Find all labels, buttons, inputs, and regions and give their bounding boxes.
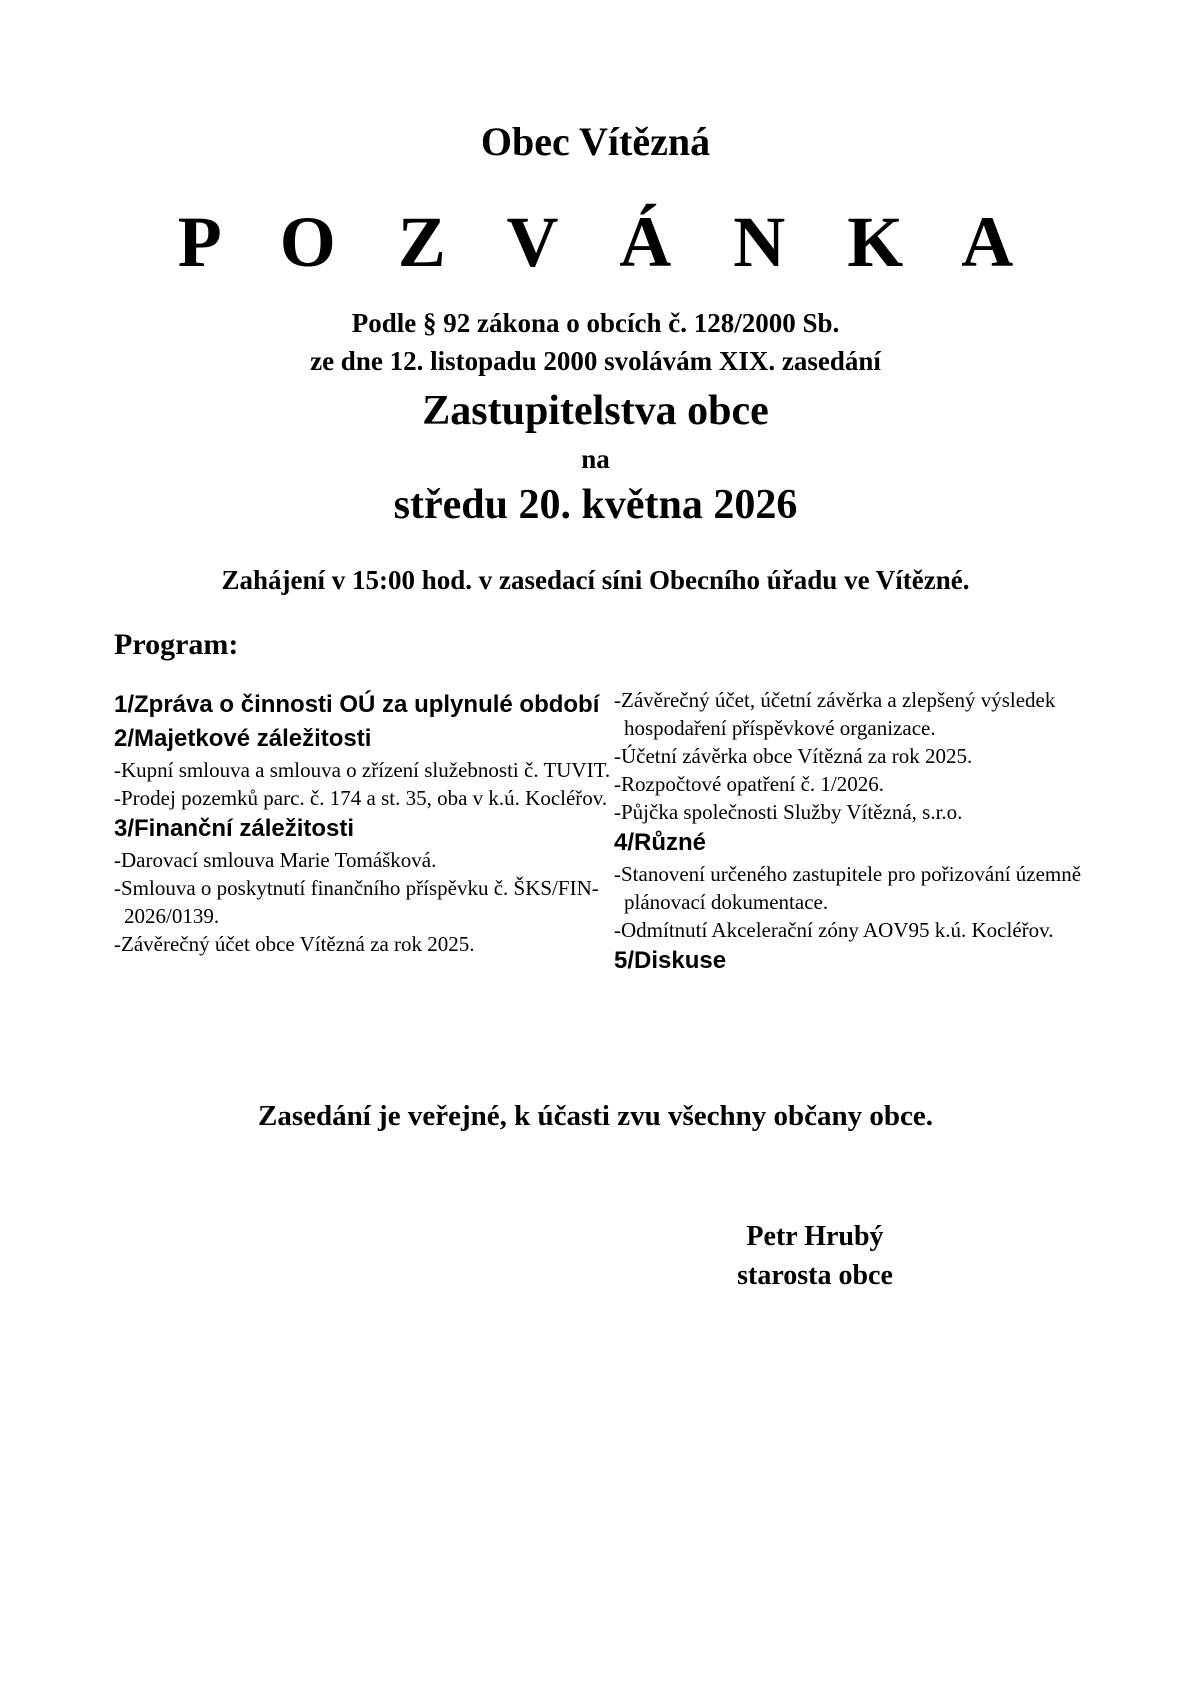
program-item: -Odmítnutí Akcelerační zóny AOV95 k.ú. Kocléřov.	[614, 918, 1054, 942]
document-title: P O Z V Á N K A	[177, 202, 1036, 282]
program-item: -Účetní závěrka obce Vítězná za rok 2025.	[614, 744, 973, 768]
closing-statement: Zasedání je veřejné, k účasti zvu všechny občany obce.	[257, 1100, 934, 1132]
meeting-start-info: Zahájení v 15:00 hod. v zasedací síni Obecního úřadu ve Vítězné.	[221, 565, 970, 595]
on-word: na	[581, 444, 610, 474]
program-item: -Kupní smlouva a smlouva o zřízení služebnosti č. TUVIT.	[114, 758, 611, 782]
signatory-role: starosta obce	[737, 1260, 893, 1291]
program-heading: Program:	[114, 628, 239, 661]
program-section-title: 5/Diskuse	[614, 947, 727, 974]
legal-basis-line-1: Podle § 92 zákona o obcích č. 128/2000 Sb.	[351, 308, 840, 338]
program-item: -Darovací smlouva Marie Tomášková.	[114, 848, 437, 872]
council-name: Zastupitelstva obce	[422, 388, 769, 434]
signatory-name: Petr Hrubý	[746, 1221, 884, 1252]
program-section-title: 2/Majetkové záležitosti	[114, 725, 372, 752]
program-column-right	[614, 686, 1084, 978]
program-section-title: 3/Finanční záležitosti	[114, 815, 355, 842]
program-column-left	[114, 688, 624, 958]
program-section-title: 1/Zpráva o činnosti OÚ za uplynulé období	[114, 691, 600, 718]
legal-basis-line-2: ze dne 12. listopadu 2000 svolávám XIX. zasedání	[310, 346, 881, 376]
program-item: -Smlouva o poskytnutí finančního příspěvku č. ŠKS/FIN-2026/0139.	[114, 876, 599, 928]
program-section-title: 4/Různé	[614, 829, 707, 856]
program-item: -Rozpočtové opatření č. 1/2026.	[614, 772, 885, 796]
program-item: -Stanovení určeného zastupitele pro pořizování územně plánovací dokumentace.	[614, 862, 1082, 914]
program-item: -Závěrečný účet, účetní závěrka a zlepšený výsledek hospodaření příspěvkové organizace.	[614, 688, 1056, 740]
program-item: -Prodej pozemků parc. č. 174 a st. 35, oba v k.ú. Kocléřov.	[114, 786, 608, 810]
program-item: -Závěrečný účet obce Vítězná za rok 2025.	[114, 932, 475, 956]
meeting-date: středu 20. května 2026	[393, 482, 798, 528]
program-item: -Půjčka společnosti Služby Vítězná, s.r.o.	[614, 800, 963, 824]
municipality-name: Obec Vítězná	[480, 119, 711, 164]
